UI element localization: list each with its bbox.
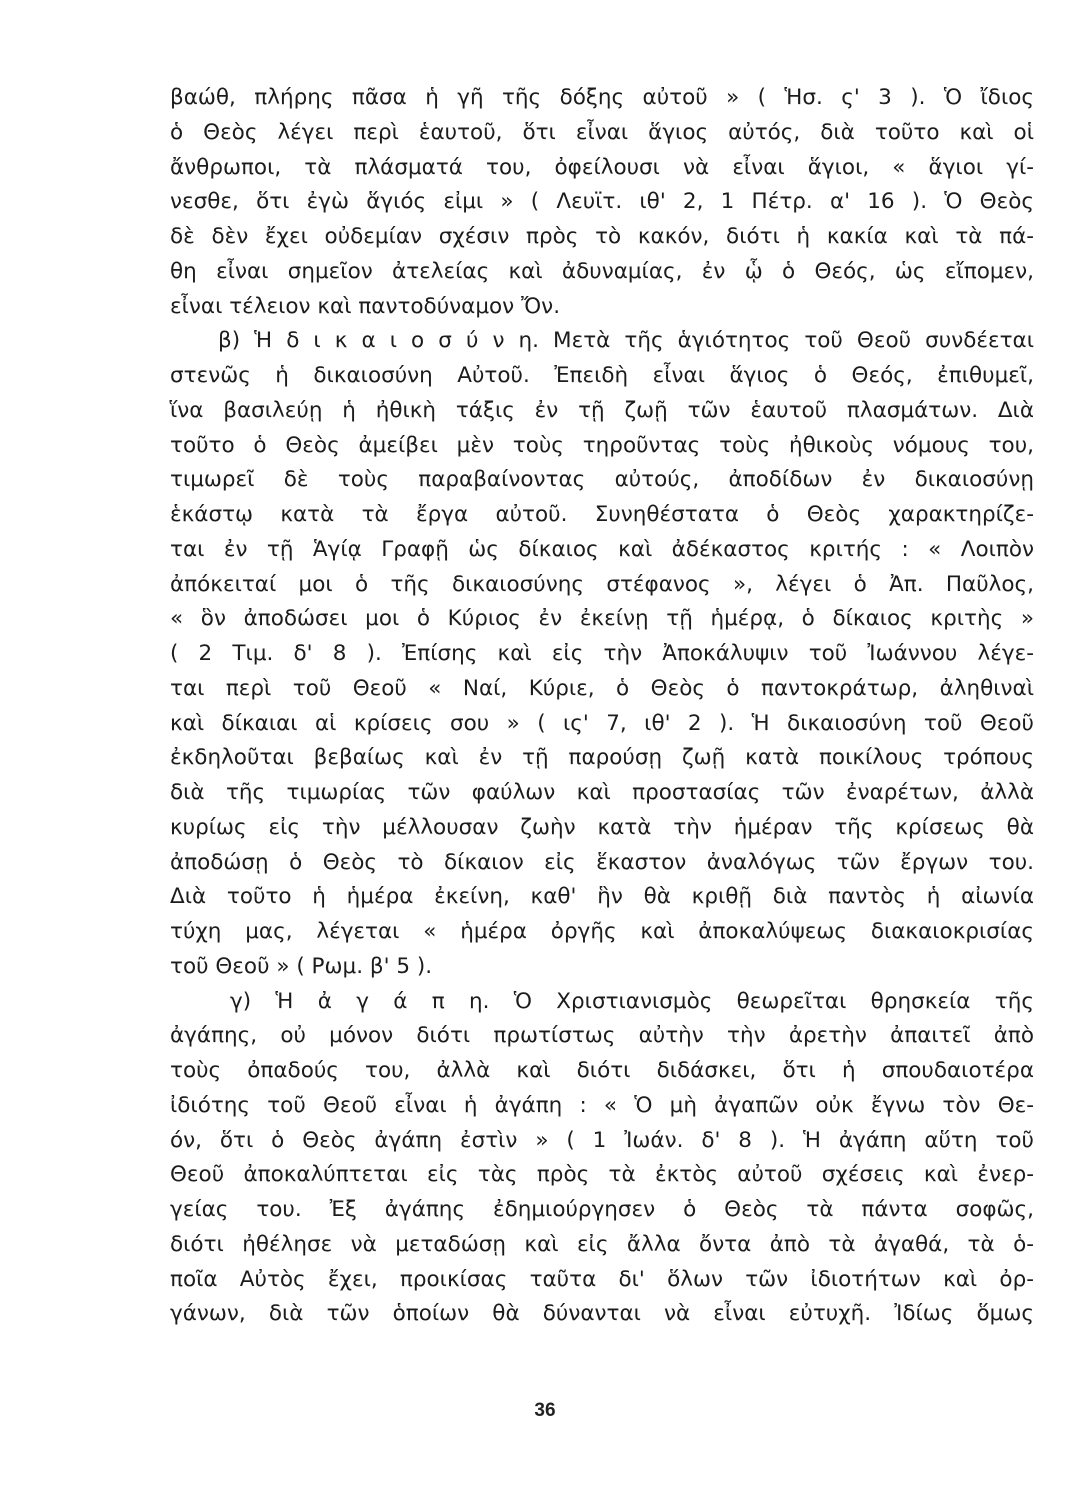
text-line: τοὺς ὀπαδούς του, ἀλλὰ καὶ διότι διδάσκει, ὅτι ἡ σπουδαιοτέρα xyxy=(170,1058,1034,1083)
text-line: διὰ τῆς τιμωρίας τῶν φαύλων καὶ προστασίας τῶν ἐναρέτων, ἀλλὰ xyxy=(170,780,1034,805)
text-line: ( 2 Τιμ. δ' 8 ). Ἐπίσης καὶ εἰς τὴν Ἀποκάλυψιν τοῦ Ἰωάννου λέγε- xyxy=(170,641,1034,666)
text-line: ἀπόκειταί μοι ὁ τῆς δικαιοσύνης στέφανος », λέγει ὁ Ἀπ. Παῦλος, xyxy=(170,572,1034,597)
text-line: ἰδιότης τοῦ Θεοῦ εἶναι ἡ ἀγάπη : « Ὁ μὴ ἀγαπῶν οὐκ ἔγνω τὸν Θε- xyxy=(170,1093,1034,1118)
text-line: ἀποδώσῃ ὁ Θεὸς τὸ δίκαιον εἰς ἕκαστον ἀναλόγως τῶν ἔργων του. xyxy=(170,850,1034,875)
text-line: εἶναι τέλειον καὶ παντοδύναμον Ὄν. xyxy=(170,294,561,319)
text-line xyxy=(170,1329,1034,1369)
text-line: στενῶς ἡ δικαιοσύνη Αὐτοῦ. Ἐπειδὴ εἶναι ἅγιος ὁ Θεός, ἐπιθυμεῖ, xyxy=(170,363,1034,388)
text-line: τοῦτο ὁ Θεὸς ἀμείβει μὲν τοὺς τηροῦντας τοὺς ἠθικοὺς νόμους του, xyxy=(170,433,1034,458)
text-line: τοῦ Θεοῦ » ( Ρωμ. β' 5 ). xyxy=(170,954,433,979)
text-line: ἑκάστῳ κατὰ τὰ ἔργα αὐτοῦ. Συνηθέστατα ὁ Θεὸς χαρακτηρίζε- xyxy=(170,502,1034,527)
text-line: τιμωρεῖ δὲ τοὺς παραβαίνοντας αὐτούς, ἀποδίδων ἐν δικαιοσύνῃ xyxy=(170,467,1034,492)
text-line: τύχη μας, λέγεται « ἡμέρα ὀργῆς καὶ ἀποκαλύψεως διακαιοκρισίας xyxy=(170,919,1034,944)
text-line: καὶ δίκαιαι αἱ κρίσεις σου » ( ις' 7, ιθ' 2 ). Ἡ δικαιοσύνη τοῦ Θεοῦ xyxy=(170,711,1034,736)
text-line: νεσθε, ὅτι ἐγὼ ἅγιός εἰμι » ( Λευϊτ. ιθ' 2, 1 Πέτρ. α' 16 ). Ὁ Θεὸς xyxy=(170,189,1034,214)
text-line: βαώθ, πλήρης πᾶσα ἡ γῆ τῆς δόξης αὐτοῦ » ( Ἡσ. ς' 3 ). Ὁ ἴδιος xyxy=(170,85,1034,110)
text-line: διότι ἠθέλησε νὰ μεταδώσῃ καὶ εἰς ἄλλα ὄντα ἀπὸ τὰ ἀγαθά, τὰ ὁ- xyxy=(170,1232,1034,1257)
text-line: ἀγάπης, οὐ μόνον διότι πρωτίστως αὐτὴν τὴν ἀρετὴν ἀπαιτεῖ ἀπὸ xyxy=(170,1023,1034,1048)
text-line: θη εἶναι σημεῖον ἀτελείας καὶ ἀδυναμίας, ἐν ᾧ ὁ Θεός, ὡς εἴπομεν, xyxy=(170,259,1034,284)
text-line: ἵνα βασιλεύῃ ἡ ἠθικὴ τάξις ἐν τῇ ζωῇ τῶν ἑαυτοῦ πλασμάτων. Διὰ xyxy=(170,398,1034,423)
section-heading-line: β) Ἡ δ ι κ α ι ο σ ύ ν η. Μετὰ τῆς ἁγιότητος τοῦ Θεοῦ συνδέεται xyxy=(218,328,1034,353)
text-line: ὁ Θεὸς λέγει περὶ ἑαυτοῦ, ὅτι εἶναι ἅγιος αὐτός, διὰ τοῦτο καὶ οἱ xyxy=(170,120,1034,145)
text-line: Διὰ τοῦτο ἡ ἡμέρα ἐκείνη, καθ' ἣν θὰ κριθῇ διὰ παντὸς ἡ αἰωνία xyxy=(170,884,1034,909)
text-line: όν, ὅτι ὁ Θεὸς ἀγάπη ἐστὶν » ( 1 Ἰωάν. δ' 8 ). Ἡ ἀγάπη αὕτη τοῦ xyxy=(170,1128,1034,1153)
page-number: 36 xyxy=(534,1400,556,1421)
text-line: γείας του. Ἐξ ἀγάπης ἐδημιούργησεν ὁ Θεὸς τὰ πάντα σοφῶς, xyxy=(170,1197,1034,1222)
text-line: κυρίως εἰς τὴν μέλλουσαν ζωὴν κατὰ τὴν ἡμέραν τῆς κρίσεως θὰ xyxy=(170,815,1034,840)
text-line: « ὃν ἀποδώσει μοι ὁ Κύριος ἐν ἐκείνῃ τῇ ἡμέρᾳ, ὁ δίκαιος κριτὴς » xyxy=(170,606,1034,631)
text-line: ἐκδηλοῦται βεβαίως καὶ ἐν τῇ παρούσῃ ζωῇ κατὰ ποικίλους τρόπους xyxy=(170,745,1034,770)
text-line: Θεοῦ ἀποκαλύπτεται εἰς τὰς πρὸς τὰ ἐκτὸς αὐτοῦ σχέσεις καὶ ἐνερ- xyxy=(170,1162,1034,1187)
text-line: ται ἐν τῇ Ἁγίᾳ Γραφῇ ὡς δίκαιος καὶ ἀδέκαστος κριτής : « Λοιπὸν xyxy=(170,537,1034,562)
text-line: ποῖα Αὐτὸς ἔχει, προικίσας ταῦτα δι' ὅλων τῶν ἰδιοτήτων καὶ ὀρ- xyxy=(170,1267,1034,1292)
text-line: γάνων, διὰ τῶν ὁποίων θὰ δύνανται νὰ εἶναι εὐτυχῆ. Ἰδίως ὅμως xyxy=(170,1301,1034,1326)
section-heading-line: γ) Ἡ ἀ γ ά π η. Ὁ Χριστιανισμὸς θεωρεῖται θρησκεία τῆς xyxy=(230,989,1034,1014)
text-line: ται περὶ τοῦ Θεοῦ « Ναί, Κύριε, ὁ Θεὸς ὁ παντοκράτωρ, ἀληθιναὶ xyxy=(170,676,1034,701)
text-line: δὲ δὲν ἔχει οὐδεμίαν σχέσιν πρὸς τὸ κακόν, διότι ἡ κακία καὶ τὰ πά- xyxy=(170,224,1034,249)
text-line: ἄνθρωποι, τὰ πλάσματά του, ὀφείλουσι νὰ εἶναι ἅγιοι, « ἅγιοι γί- xyxy=(170,155,1034,180)
